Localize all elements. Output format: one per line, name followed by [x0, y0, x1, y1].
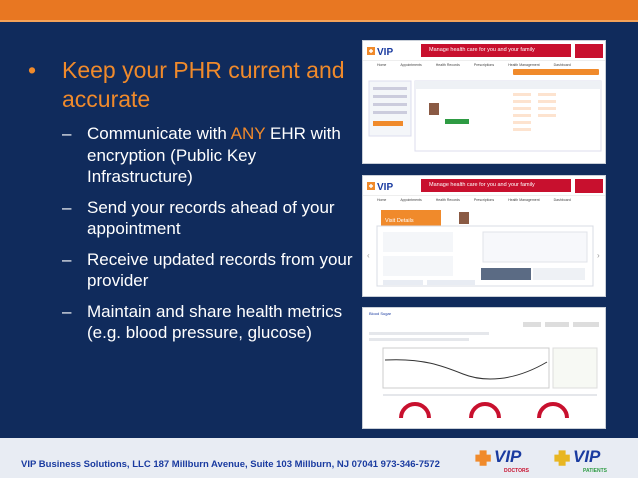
sub-bullet-dash: –	[62, 301, 72, 321]
app-header	[363, 41, 605, 61]
svg-text:VIP: VIP	[377, 47, 394, 58]
sub-bullet-text: Maintain and share health metrics (e.g. blood pressure, glucose)	[87, 301, 343, 342]
blood-sugar-panel	[363, 308, 606, 429]
bullet-dot: •	[28, 57, 37, 83]
nav-item[interactable]: Home	[377, 198, 387, 202]
screenshot-visit-details	[362, 175, 606, 297]
screenshot-appointments	[362, 40, 606, 164]
gauge-icon	[401, 404, 567, 418]
nav-item[interactable]: Appointments	[400, 63, 422, 67]
vip-logo-icon	[365, 179, 411, 193]
visit-details-tab[interactable]: Visit Details	[381, 210, 441, 226]
nav-item[interactable]: Appointments	[400, 198, 422, 202]
nav-item[interactable]: Dashboard	[553, 198, 571, 202]
user-panel[interactable]	[575, 44, 603, 58]
nav-item[interactable]: Health Management	[508, 198, 540, 202]
app-header	[363, 176, 605, 196]
svg-text:PATIENTS: PATIENTS	[583, 468, 607, 474]
sub-bullet-dash: –	[62, 249, 72, 269]
top-accent-bar	[0, 0, 638, 20]
visit-details-panel	[363, 208, 606, 297]
bullet-list	[24, 56, 354, 344]
sub-bullet-dash: –	[62, 197, 72, 217]
app-banner: Manage health care for you and your family	[421, 179, 571, 192]
svg-text:DOCTORS: DOCTORS	[504, 468, 529, 474]
sub-bullet	[62, 301, 354, 344]
chart-panel-title: Blood Sugar	[369, 311, 392, 316]
app-nav	[363, 196, 605, 204]
sub-bullet-text: Receive updated records from your provider	[87, 249, 353, 290]
nav-item[interactable]: Dashboard	[553, 63, 571, 67]
svg-text:VIP: VIP	[494, 447, 522, 466]
nav-item[interactable]: Prescriptions	[473, 198, 495, 202]
nav-item[interactable]: Home	[377, 63, 387, 67]
svg-text:VIP: VIP	[573, 447, 601, 466]
sub-bullet-text: Communicate with ANY EHR with encryption (Public Key Infrastructure)	[87, 124, 341, 186]
top-accent-line	[0, 20, 638, 22]
svg-text:VIP: VIP	[377, 182, 394, 193]
app-nav	[363, 61, 605, 69]
user-panel[interactable]	[575, 179, 603, 193]
sub-bullet	[62, 249, 354, 292]
accent-word: ANY	[230, 124, 266, 143]
nav-item[interactable]: Health Records	[435, 63, 460, 67]
main-bullet	[24, 56, 354, 114]
nav-item[interactable]: Health Management	[508, 63, 540, 67]
nav-item[interactable]: Health Records	[435, 198, 460, 202]
vip-logo-icon	[365, 44, 411, 58]
vip-patients-logo	[553, 442, 627, 476]
sub-bullet	[62, 197, 354, 240]
footer-address: VIP Business Solutions, LLC 187 Millburn Avenue, Suite 103 Millburn, NJ 07041 973-346-7572	[21, 459, 440, 470]
main-bullet-text: Keep your PHR current and accurate	[62, 57, 345, 112]
nav-item[interactable]: Prescriptions	[473, 63, 495, 67]
sub-bullet-dash: –	[62, 124, 72, 143]
screenshot-blood-sugar	[362, 307, 606, 429]
appointment-schedule	[363, 69, 606, 164]
vip-doctors-logo	[474, 442, 548, 476]
app-banner: Manage health care for you and your family	[421, 44, 571, 57]
sub-bullet-text: Send your records ahead of your appointment	[87, 197, 335, 238]
svg-text:‹: ‹	[367, 251, 370, 260]
svg-text:›: ›	[597, 251, 600, 260]
sub-bullet	[62, 123, 354, 188]
